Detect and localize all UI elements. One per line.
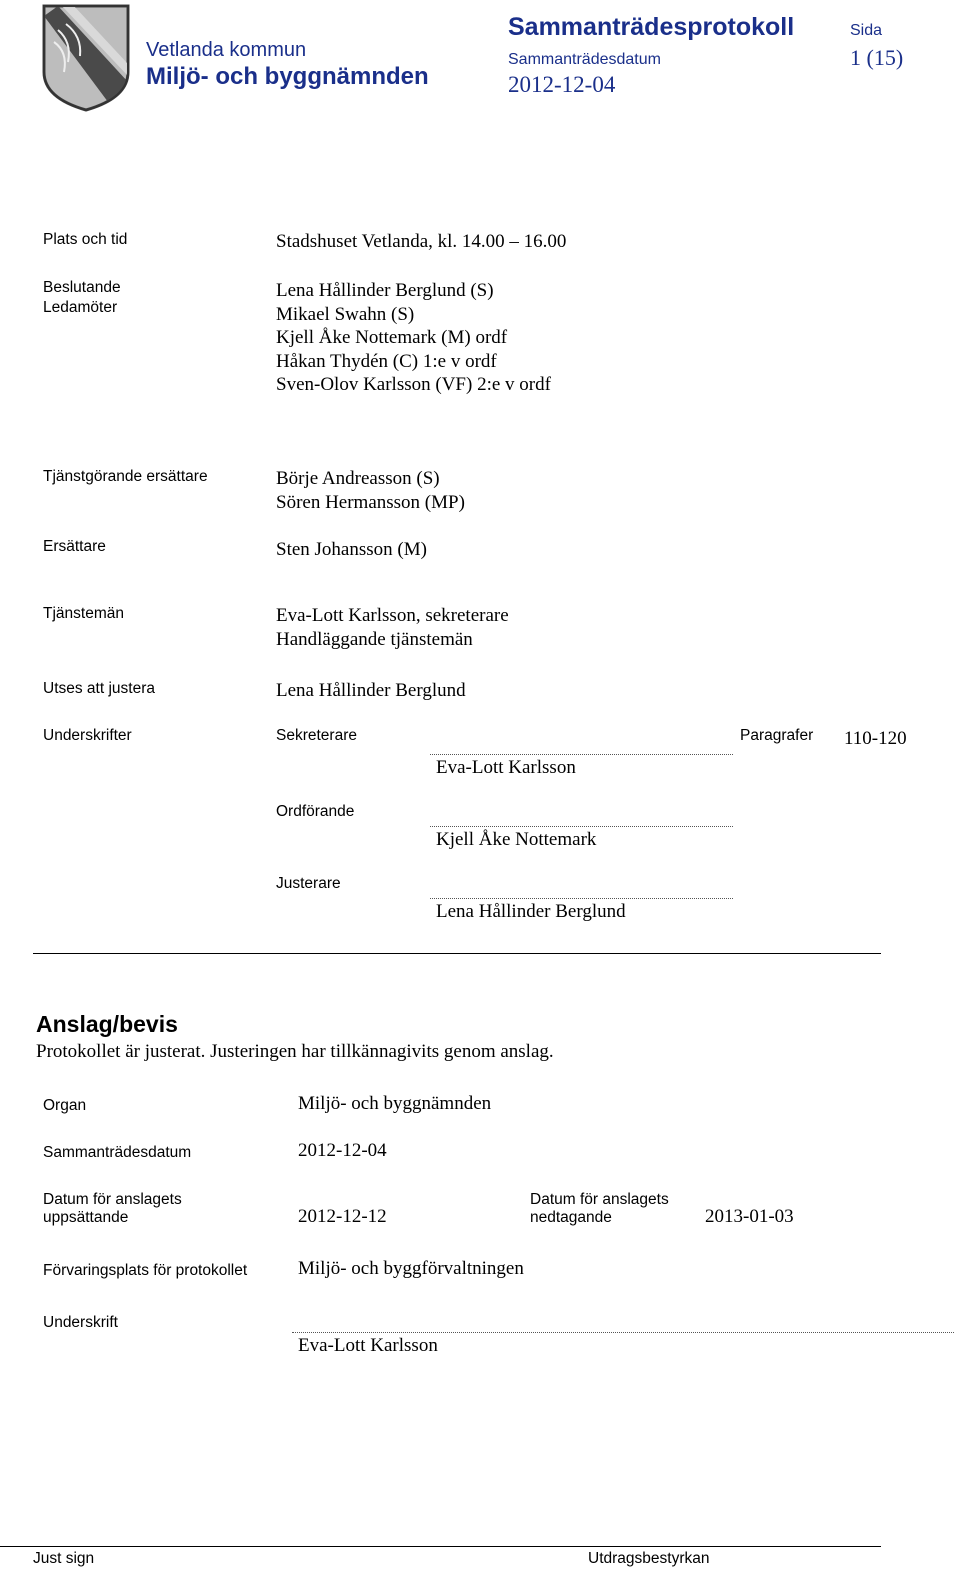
footer-extract-certification: Utdragsbestyrkan	[588, 1550, 710, 1567]
notice-date-label: Sammanträdesdatum	[43, 1144, 192, 1161]
board-name: Miljö- och byggnämnden	[146, 63, 429, 90]
footer-just-sign: Just sign	[33, 1550, 95, 1567]
posted-date-label	[43, 1191, 182, 1227]
footer-divider	[0, 1546, 881, 1547]
header-date-label: Sammanträdesdatum	[508, 51, 661, 68]
substitutes-label: Ersättare	[43, 538, 106, 555]
official-item: Handläggande tjänstemän	[276, 628, 473, 650]
notice-signature-label: Underskrift	[43, 1314, 118, 1331]
acting-substitutes-label: Tjänstgörande ersättare	[43, 468, 208, 485]
document-title: Sammanträdesprotokoll	[508, 13, 795, 41]
chair-label: Ordförande	[276, 803, 355, 820]
paragraphs-value: 110-120	[844, 728, 907, 749]
notice-date-value: 2012-12-04	[298, 1140, 387, 1161]
official-item: Eva-Lott Karlsson, sekreterare	[276, 605, 509, 626]
members-label-line-2: Ledamöter	[43, 299, 118, 316]
acting-substitutes-list	[276, 467, 465, 514]
removed-date-value: 2013-01-03	[705, 1206, 794, 1227]
posted-label-line-1: Datum för anslagets	[43, 1191, 182, 1208]
signature-adjuster-name: Lena Hållinder Berglund	[436, 901, 626, 922]
notice-signature-line	[292, 1332, 954, 1333]
acting-substitute-item: Börje Andreasson (S)	[276, 468, 440, 489]
members-label	[43, 278, 121, 318]
adjuster-value: Lena Hållinder Berglund	[276, 680, 466, 701]
chair-name: Kjell Åke Nottemark	[436, 829, 597, 850]
storage-value: Miljö- och byggförvaltningen	[298, 1258, 524, 1279]
removed-date-label	[530, 1191, 669, 1227]
adjuster-label: Utses att justera	[43, 680, 155, 697]
coat-of-arms-logo	[38, 2, 134, 114]
secretary-label: Sekreterare	[276, 727, 357, 744]
storage-label: Förvaringsplats för protokollet	[43, 1262, 248, 1279]
members-list	[276, 279, 551, 397]
member-item: Sven-Olov Karlsson (VF) 2:e v ordf	[276, 374, 551, 395]
page-number: 1 (15)	[850, 45, 904, 70]
organ-value: Miljö- och byggnämnden	[298, 1093, 492, 1114]
place-label: Plats och tid	[43, 231, 128, 248]
members-label-line-1: Beslutande	[43, 279, 121, 296]
substitute-item: Sten Johansson (M)	[276, 539, 427, 560]
chair-signature-line	[430, 826, 733, 827]
notice-signature-name: Eva-Lott Karlsson	[298, 1335, 438, 1356]
member-item: Håkan Thydén (C) 1:e v ordf	[276, 350, 497, 372]
place-value: Stadshuset Vetlanda, kl. 14.00 – 16.00	[276, 231, 567, 252]
notice-text: Protokollet är justerat. Justeringen har tillkännagivits genom anslag.	[36, 1041, 554, 1062]
notice-title: Anslag/bevis	[36, 1011, 178, 1037]
adjuster-signature-line	[430, 898, 733, 899]
signatures-label: Underskrifter	[43, 727, 132, 744]
officials-list	[276, 604, 509, 651]
section-divider	[33, 953, 881, 954]
posted-date-value: 2012-12-12	[298, 1206, 387, 1227]
member-item: Mikael Swahn (S)	[276, 303, 415, 325]
org-name: Vetlanda kommun	[146, 39, 307, 61]
acting-substitute-item: Sören Hermansson (MP)	[276, 491, 465, 513]
secretary-signature-line	[430, 754, 733, 755]
header-date: 2012-12-04	[508, 72, 616, 97]
removed-label-line-2: nedtagande	[530, 1209, 612, 1226]
secretary-name: Eva-Lott Karlsson	[436, 757, 576, 778]
member-item: Kjell Åke Nottemark (M) ordf	[276, 327, 508, 348]
organ-label: Organ	[43, 1097, 87, 1114]
removed-label-line-1: Datum för anslagets	[530, 1191, 669, 1208]
signature-adjuster-label: Justerare	[276, 875, 341, 892]
officials-label: Tjänstemän	[43, 605, 124, 622]
posted-label-line-2: uppsättande	[43, 1209, 129, 1226]
page-label: Sida	[850, 22, 883, 39]
paragraphs-label: Paragrafer	[740, 727, 814, 744]
member-item: Lena Hållinder Berglund (S)	[276, 280, 494, 301]
